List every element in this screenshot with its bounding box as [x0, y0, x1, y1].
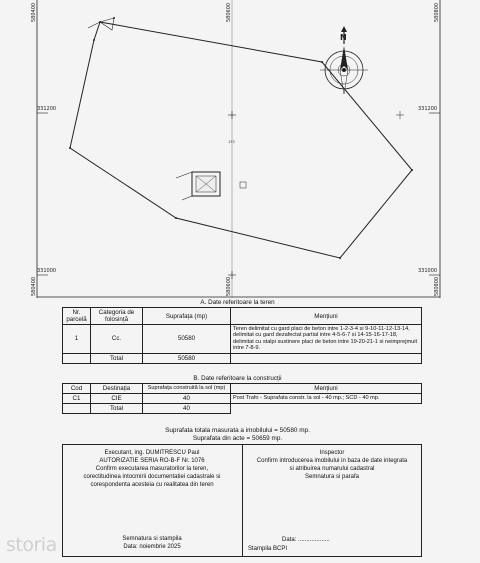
inspector-block: Inspector Confirm introducerea imobilului in baza de date integrata si atribuirea numarului cadastral Semnatura si parafa [256, 450, 408, 481]
col-mentiuni-b: Mențiuni [231, 384, 422, 394]
table-row-total: Total 40 [63, 404, 422, 414]
col-nr-parcela: Nr. parcelă [63, 308, 91, 325]
coord-top-mid-x: 580600 [226, 2, 232, 22]
section-a-table [62, 307, 422, 364]
executant-signature: Semnatura si stampila Data: noiembrie 2025 [122, 536, 182, 551]
coord-bottom-left-x: 580400 [31, 276, 37, 296]
section-a-title: A. Date referitoare la teren [200, 299, 275, 306]
col-categoria: Categoria de folosință [91, 308, 143, 325]
coord-right-331200: 331200 [418, 106, 438, 112]
col-suprafata: Suprafața (mp) [143, 308, 231, 325]
coord-right-331000: 331000 [418, 268, 438, 274]
col-cod: Cod [63, 384, 91, 394]
north-arrow-icon [320, 46, 368, 94]
coord-left-331000: 331000 [37, 268, 57, 274]
north-label: N [340, 33, 347, 42]
executant-block: Executant, ing. DUMITRESCU Paul AUTORIZATIE SERIA RO-B-F Nr. 1076 Confirm executarea masuratorilor la teren, corectitudinea intocmirii documentatiei cadastrale si corespondenta acesteia cu realitatea din teren [83, 450, 221, 489]
col-mentiuni: Mențiuni [231, 308, 422, 325]
table-row: 1 Cc. 50580 Teren delimitat cu gard placi de beton intre 1-2-3-4 si 9-10-11-12-13-14, delimitat cu gard dezafectat partial intre 4-5-6-7 si 14-15-16-17-18, delimitat cu stalpi sustinere placi de beton intre 19-20-21-1 si neimprejmuit intre 7-8-9. [63, 325, 422, 354]
inspector-stamp: Stampila BCPI [248, 546, 288, 552]
col-suprafata-construita: Suprafața construită la sol (mp) [143, 384, 231, 394]
inspector-date: Data: ................... [282, 537, 330, 543]
section-b-title: B. Date referitoare la construcții [193, 375, 282, 382]
coord-top-left-x: 580400 [31, 2, 37, 22]
col-destinatia: Destinația [91, 384, 143, 394]
storia-watermark: storia [6, 534, 57, 556]
coord-bottom-right-x: 580800 [434, 276, 440, 296]
parcel-number: 133 [228, 140, 235, 144]
total-surface-acts: Suprafata din acte = 50659 mp. [192, 435, 283, 442]
total-surface-measured: Suprafata totala masurata a imobilului = 50580 mp. [165, 427, 310, 434]
section-b-table [62, 383, 422, 414]
coord-top-right-x: 580800 [434, 2, 440, 22]
table-row: C1 CIE 40 Post Trafo - Suprafata constr. la sol - 40 mp.; SCD - 40 mp. [63, 394, 422, 404]
coord-bottom-mid-x: 580600 [226, 276, 232, 296]
table-row-total: Total 50580 [63, 353, 422, 363]
coord-left-331200: 331200 [37, 106, 57, 112]
